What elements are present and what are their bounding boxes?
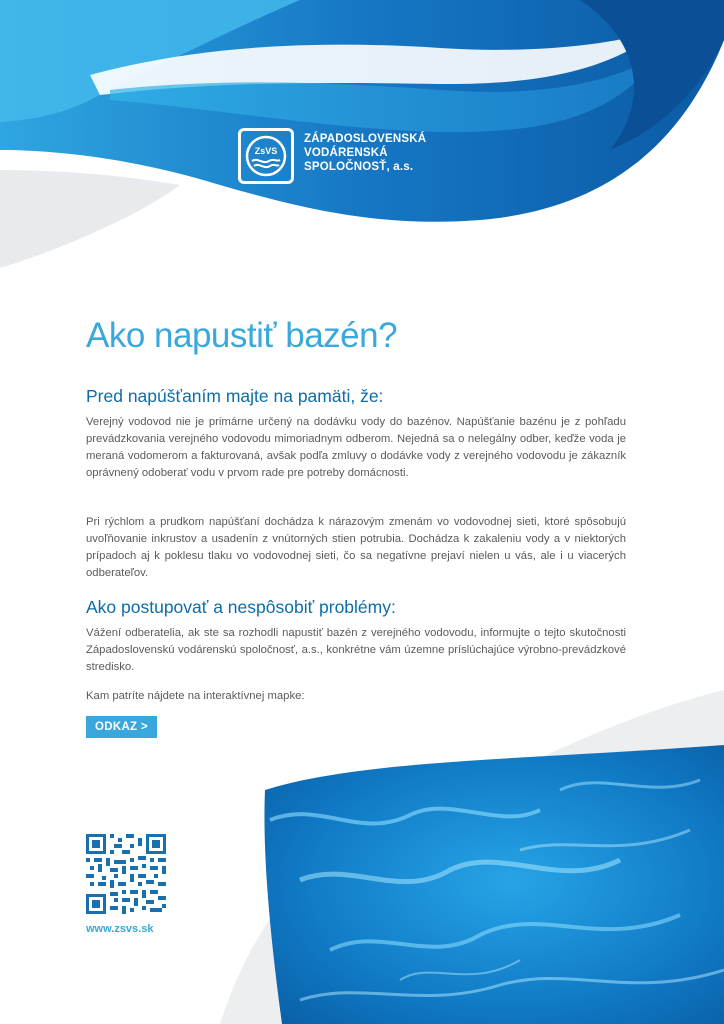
- company-name-line2: VODÁRENSKÁ: [304, 147, 388, 159]
- section1-paragraph2: Pri rýchlom a prudkom napúšťaní dochádza k nárazovým zmenám vo vodovodnej sieti, ktoré spôsobujú uvoľňovanie inkrustov a usadenín z vnútorných stien potrubia. Dochádza k zakaleniu vody a v niektorých prípadoch aj k poklesu tlaku vo vodovodnej sieti, čo sa negatívne prejaví nielen u vás, ale i u viacerých odberateľov.: [86, 516, 626, 579]
- section1-heading: Pred napúšťaním majte na pamäti, že:: [86, 386, 384, 406]
- section2-heading: Ako postupovať a nespôsobiť problémy:: [86, 597, 396, 617]
- logo-wave-icon: [241, 131, 291, 181]
- qr-code[interactable]: [86, 834, 166, 914]
- company-name-line3: SPOLOČNOSŤ, a.s.: [304, 161, 414, 173]
- logo-emblem: [238, 128, 294, 184]
- company-name: [304, 132, 426, 174]
- section1-paragraph1: Verejný vodovod nie je primárne určený na dodávku vody do bazénov. Napúšťanie bazénu je z pohľadu prevádzkovania verejného vodovodu mimoriadnym odberom. Nejedná sa o nelegálny odber, keďže voda je meraná vodomerom a fakturovaná, avšak podľa zmluvy o dodávke vody z verejného vodovodu je zákazník oprávnený odoberať vodu v prvom rade pre potreby domácnosti.: [86, 416, 626, 479]
- odkaz-link-button[interactable]: ODKAZ >: [86, 716, 157, 738]
- website-link[interactable]: www.zsvs.sk: [86, 923, 154, 935]
- section2-paragraph1: Vážení odberatelia, ak ste sa rozhodli napustiť bazén z verejného vodovodu, informujte o tejto skutočnosti Západoslovenskú vodárenskú spoločnosť, a.s., konkrétne vám územne príslúchajúce výrobno-prevádzkové stredisko.: [86, 627, 626, 673]
- logo-mark-text: ZsVS: [254, 146, 278, 156]
- page-title: Ako napustiť bazén?: [86, 316, 398, 355]
- grey-arc-top: [0, 170, 180, 268]
- company-name-line1: ZÁPADOSLOVENSKÁ: [304, 133, 427, 145]
- section2-paragraph2: Kam patríte nájdete na interaktívnej mapke:: [86, 690, 305, 702]
- company-logo: [238, 128, 426, 184]
- pool-water-image: [250, 740, 724, 1024]
